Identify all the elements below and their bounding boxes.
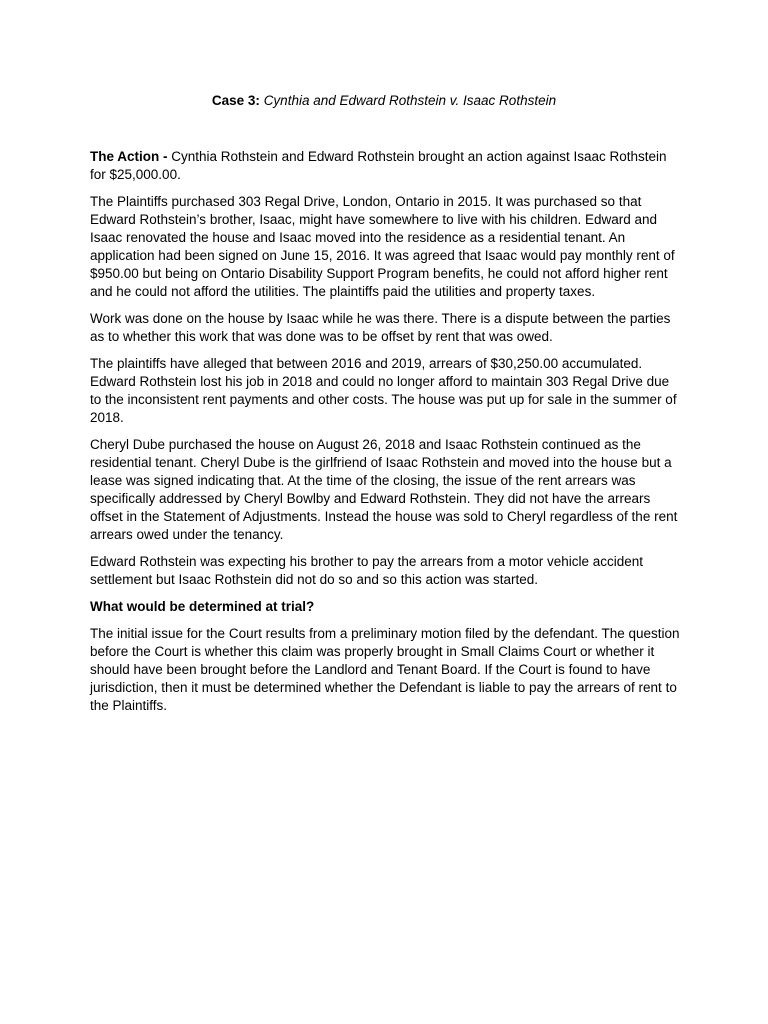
action-paragraph [90,148,680,184]
case-name: Cynthia and Edward Rothstein v. Isaac Rothstein [263,93,557,108]
document-body [90,148,680,724]
paragraph-arrears: The plaintiffs have alleged that between 2016 and 2019, arrears of $30,250.00 accumulated. Edward Rothstein lost his job in 2018 and could no longer afford to maintain 303 Regal Drive due to the inconsistent rent payments and other costs. The house was put up for sale in the summer of 2018. [90,356,677,425]
page-title [0,92,768,110]
paragraph-sale: Cheryl Dube purchased the house on August 26, 2018 and Isaac Rothstein continued as the residential tenant. Cheryl Dube is the girlfriend of Isaac Rothstein and moved into the house but a lease was signed indicating that. At the time of the closing, the issue of the rent arrears was specifically addressed by Cheryl Bowlby and Edward Rothstein. They did not have the arrears offset in the Statement of Adjustments. Instead the house was sold to Cheryl regardless of the rent arrears owed under the tenancy. [90,437,678,542]
paragraph-work-dispute: Work was done on the house by Isaac while he was there. There is a dispute between the parties as to whether this work that was done was to be offset by rent that was owed. [90,311,671,344]
trial-heading: What would be determined at trial? [90,599,315,614]
action-lead: The Action - [90,149,168,164]
case-label: Case 3: [211,93,260,108]
trial-paragraph: The initial issue for the Court results from a preliminary motion filed by the defendant. The question before the Court is whether this claim was properly brought in Small Claims Court or whether it should have been brought before the Landlord and Tenant Board. If the Court is found to have jurisdiction, then it must be determined whether the Defendant is liable to pay the arrears of rent to the Plaintiffs. [90,626,680,713]
paragraph-settlement: Edward Rothstein was expecting his brother to pay the arrears from a motor vehicle accident settlement but Isaac Rothstein did not do so and so this action was started. [90,554,644,587]
action-text: Cynthia Rothstein and Edward Rothstein brought an action against Isaac Rothstein for $25,000.00. [90,149,667,182]
paragraph-purchase: The Plaintiffs purchased 303 Regal Drive, London, Ontario in 2015. It was purchased so that Edward Rothstein’s brother, Isaac, might have somewhere to live with his children. Edward and Isaac renovated the house and Isaac moved into the residence as a residential tenant. An application had been signed on June 15, 2016. It was agreed that Isaac would pay monthly rent of $950.00 but being on Ontario Disability Support Program benefits, he could not afford higher rent and he could not afford the utilities. The plaintiffs paid the utilities and property taxes. [90,194,675,299]
